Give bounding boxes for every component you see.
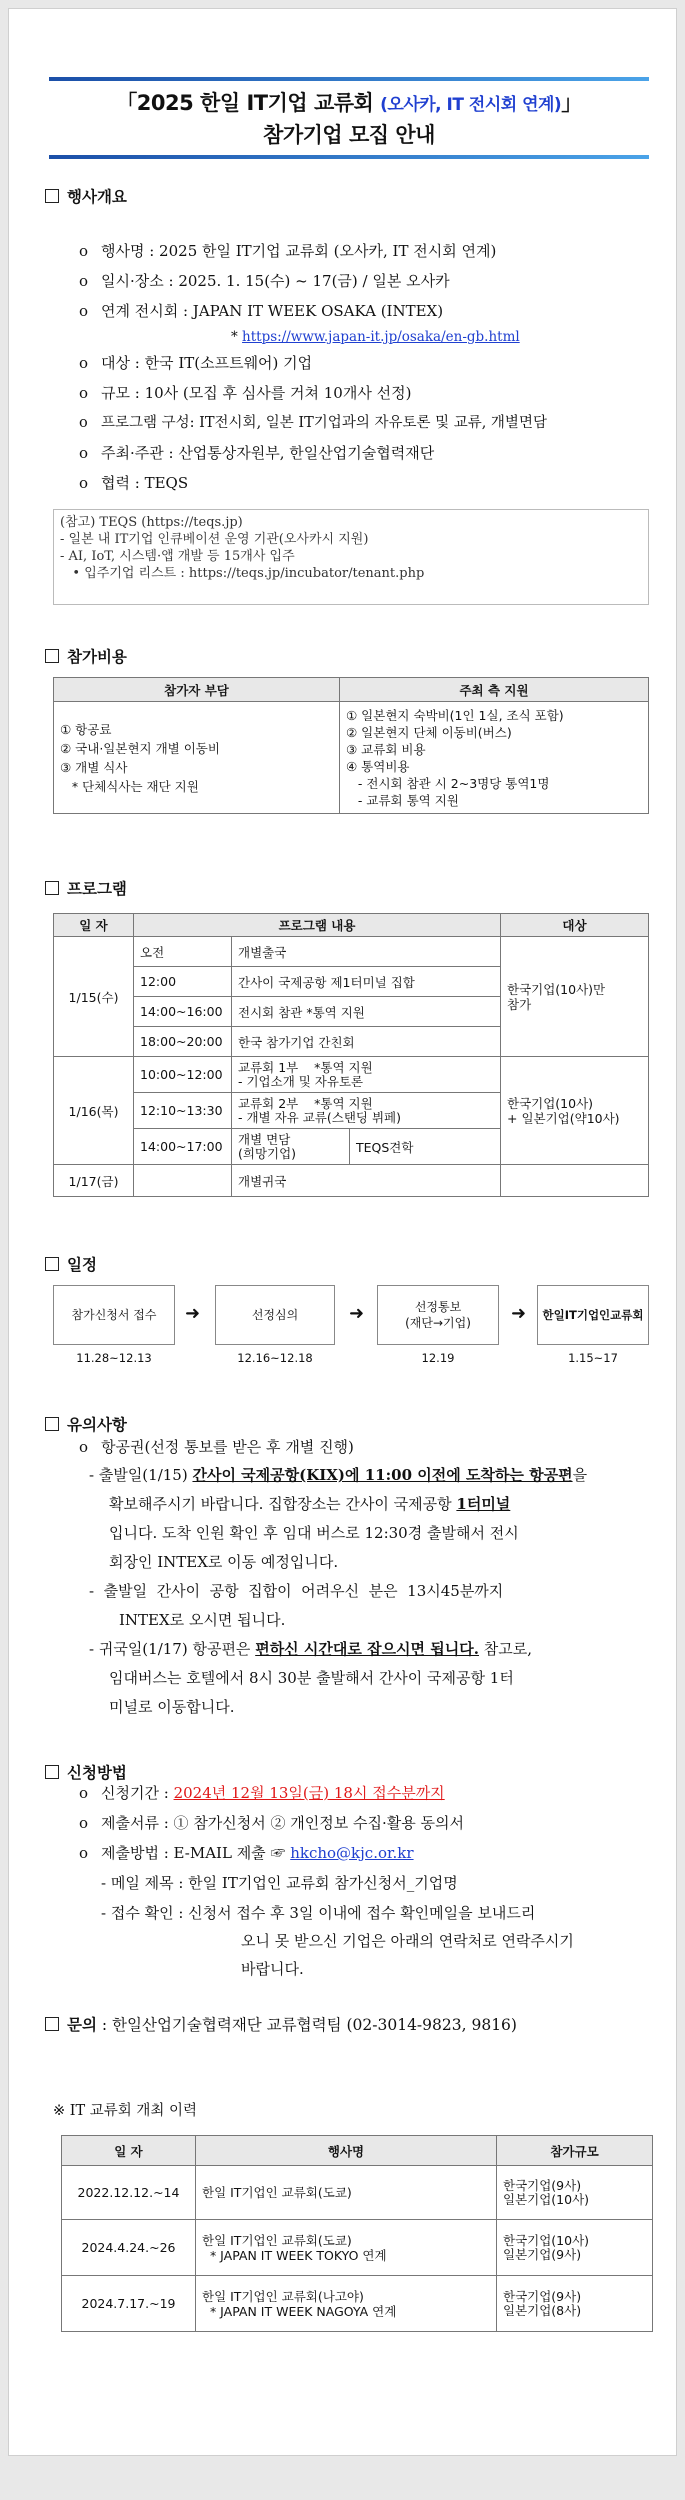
title-line1: 「2025 한일 IT기업 교류회 (오사카, IT 전시회 연계)」 <box>116 91 582 115</box>
teqs-note-box <box>53 509 649 605</box>
note-line: - AI, IoT, 시스템·앱 개발 등 15개사 입주 <box>60 549 295 564</box>
history-heading: ※ IT 교류회 개최 이력 <box>53 2103 198 2119</box>
arrow-right-icon: ➜ <box>511 1303 527 1324</box>
schedule-step: 참가신청서 접수 <box>53 1285 175 1345</box>
note-line: • 입주기업 리스트 : https://teqs.jp/incubator/tenant.php <box>60 566 425 581</box>
program-time: 12:00 <box>134 967 232 997</box>
notice-line: INTEX로 오시면 됩니다. <box>119 1611 286 1629</box>
schedule-date: 11.28~12.13 <box>76 1351 152 1365</box>
note-line: - 일본 내 IT기업 인큐베이션 운영 기관(오사카시 지원) <box>60 532 369 547</box>
document-page <box>8 8 677 2456</box>
apply-line: o 제출방법 : E-MAIL 제출 ☞ hkcho@kjc.or.kr <box>79 1844 414 1862</box>
program-item: 한국 참가기업 간친회 <box>232 1027 501 1057</box>
checkbox-square-icon <box>45 1417 59 1431</box>
expo-link-line: * https://www.japan-it.jp/osaka/en-gb.html <box>231 329 520 345</box>
history-col-date: 일 자 <box>62 2136 196 2166</box>
expo-link[interactable]: https://www.japan-it.jp/osaka/en-gb.html <box>242 329 520 345</box>
apply-line: o 신청기간 : 2024년 12월 13일(금) 18시 접수분까지 <box>79 1784 445 1802</box>
section-overview-heading: 행사개요 <box>45 185 127 207</box>
overview-item: o 대상 : 한국 IT(소프트웨어) 기업 <box>79 354 313 372</box>
program-item: 교류회 1부 *통역 지원 - 기업소개 및 자유토론 <box>232 1057 501 1093</box>
schedule-flow <box>53 1285 649 1365</box>
program-item: 개별 면담 (희망기업) <box>232 1129 350 1165</box>
notice-line: 임대버스는 호텔에서 8시 30분 출발해서 간사이 국제공항 1터 <box>109 1669 514 1687</box>
program-item: TEQS견학 <box>350 1129 501 1165</box>
apply-line: - 접수 확인 : 신청서 접수 후 3일 이내에 접수 확인메일을 보내드리 <box>101 1904 536 1922</box>
program-item: 간사이 국제공항 제1터미널 집합 <box>232 967 501 997</box>
overview-item: o 연계 전시회 : JAPAN IT WEEK OSAKA (INTEX) <box>79 302 444 320</box>
checkbox-square-icon <box>45 189 59 203</box>
email-link[interactable]: hkcho@kjc.or.kr <box>290 1844 414 1862</box>
schedule-step: 한일IT기업인교류회 <box>537 1285 649 1345</box>
history-col-name: 행사명 <box>196 2136 497 2166</box>
deadline-text: 2024년 12월 13일(금) 18시 접수분까지 <box>173 1784 445 1802</box>
program-table <box>53 913 649 1197</box>
program-time: 10:00~12:00 <box>134 1057 232 1093</box>
apply-line: 오니 못 받으신 기업은 아래의 연락처로 연락주시기 <box>241 1932 574 1950</box>
section-cost-heading: 참가비용 <box>45 645 127 667</box>
program-target <box>501 1165 649 1197</box>
section-apply-heading: 신청방법 <box>45 1761 127 1783</box>
schedule-step: 선정심의 <box>215 1285 335 1345</box>
cost-col-host: 주최 측 지원 <box>340 678 649 702</box>
overview-item: o 협력 : TEQS <box>79 474 189 492</box>
program-date: 1/15(수) <box>54 937 134 1057</box>
notice-line: o 항공권(선정 통보를 받은 후 개별 진행) <box>79 1438 354 1456</box>
notice-line: 회장인 INTEX로 이동 예정입니다. <box>109 1553 339 1571</box>
apply-line: 바랍니다. <box>241 1960 304 1978</box>
notice-line: - 귀국일(1/17) 항공편은 편하신 시간대로 잡으시면 됩니다. 참고로, <box>89 1640 532 1658</box>
title-block <box>49 77 649 159</box>
title-bar-bottom <box>49 155 649 159</box>
schedule-date: 12.19 <box>421 1351 455 1365</box>
checkbox-square-icon <box>45 649 59 663</box>
apply-line: o 제출서류 : ① 참가신청서 ② 개인정보 수집·활용 동의서 <box>79 1814 465 1832</box>
notice-line: 미널로 이동합니다. <box>109 1698 235 1716</box>
cost-table <box>53 677 649 814</box>
program-target: 한국기업(10사)만 참가 <box>501 937 649 1057</box>
program-time: 오전 <box>134 937 232 967</box>
cost-col-participant: 참가자 부담 <box>54 678 340 702</box>
overview-item: o 행사명 : 2025 한일 IT기업 교류회 (오사카, IT 전시회 연계) <box>79 242 497 260</box>
cost-participant-cell: ① 항공료 ② 국내·일본현지 개별 이동비 ③ 개별 식사 * 단체식사는 재단 지원 <box>54 702 340 814</box>
checkbox-square-icon <box>45 1257 59 1271</box>
program-date: 1/17(금) <box>54 1165 134 1197</box>
schedule-date: 1.15~17 <box>568 1351 618 1365</box>
title-bar-top <box>49 77 649 81</box>
table-row: 2022.12.12.~14 한일 IT기업인 교류회(도쿄) 한국기업(9사) 일본기업(10사) <box>62 2166 653 2220</box>
program-date: 1/16(목) <box>54 1057 134 1165</box>
program-item: 개별귀국 <box>232 1165 501 1197</box>
program-col-target: 대상 <box>501 914 649 937</box>
checkbox-square-icon <box>45 881 59 895</box>
overview-item: o 주최·주관 : 산업통상자원부, 한일산업기술협력재단 <box>79 444 435 462</box>
table-row: 2024.7.17.~19 한일 IT기업인 교류회(나고야) * JAPAN IT WEEK NAGOYA 연계 한국기업(9사) 일본기업(8사) <box>62 2276 653 2332</box>
program-target: 한국기업(10사) + 일본기업(약10사) <box>501 1057 649 1165</box>
arrow-right-icon: ➜ <box>185 1303 201 1324</box>
notice-line: - 출발일(1/15) 간사이 국제공항(KIX)에 11:00 이전에 도착하는 항공편을 <box>89 1466 588 1484</box>
overview-item: o 규모 : 10사 (모집 후 심사를 거쳐 10개사 선정) <box>79 384 412 402</box>
section-program-heading: 프로그램 <box>45 877 127 899</box>
apply-line: - 메일 제목 : 한일 IT기업인 교류회 참가신청서_기업명 <box>101 1874 458 1892</box>
history-col-scale: 참가규모 <box>497 2136 653 2166</box>
cost-host-cell: ① 일본현지 숙박비(1인 1실, 조식 포함) ② 일본현지 단체 이동비(버스) ③ 교류회 비용 ④ 통역비용 - 전시회 참관 시 2~3명당 통역1명 - 교류회 통역 지원 <box>340 702 649 814</box>
table-row: 2024.4.24.~26 한일 IT기업인 교류회(도쿄) * JAPAN IT WEEK TOKYO 연계 한국기업(10사) 일본기업(9사) <box>62 2220 653 2276</box>
program-item: 개별출국 <box>232 937 501 967</box>
program-item: 교류회 2부 *통역 지원 - 개별 자유 교류(스탠딩 뷔페) <box>232 1093 501 1129</box>
section-notice-heading: 유의사항 <box>45 1413 127 1435</box>
program-col-content: 프로그램 내용 <box>134 914 501 937</box>
checkbox-square-icon <box>45 2017 59 2031</box>
contact-line: 문의 : 한일산업기술협력재단 교류협력팀 (02-3014-9823, 9816) <box>45 2013 517 2035</box>
program-col-date: 일 자 <box>54 914 134 937</box>
program-time: 12:10~13:30 <box>134 1093 232 1129</box>
program-time: 14:00~17:00 <box>134 1129 232 1165</box>
program-item: 전시회 참관 *통역 지원 <box>232 997 501 1027</box>
program-time <box>134 1165 232 1197</box>
title-line2: 참가기업 모집 안내 <box>263 123 435 147</box>
program-time: 18:00~20:00 <box>134 1027 232 1057</box>
schedule-date: 12.16~12.18 <box>237 1351 313 1365</box>
notice-line: 입니다. 도착 인원 확인 후 임대 버스로 12:30경 출발해서 전시 <box>109 1524 519 1542</box>
note-line: (참고) TEQS (https://teqs.jp) <box>60 515 243 530</box>
notice-line: - 출발일 간사이 공항 집합이 어려우신 분은 13시45분까지 <box>89 1582 504 1600</box>
notice-line: 확보해주시기 바랍니다. 집합장소는 간사이 국제공항 1터미널 <box>109 1495 511 1513</box>
history-table <box>61 2135 653 2332</box>
arrow-right-icon: ➜ <box>349 1303 365 1324</box>
overview-item: o 프로그램 구성: IT전시회, 일본 IT기업과의 자유토론 및 교류, 개별면담 <box>79 415 547 431</box>
program-time: 14:00~16:00 <box>134 997 232 1027</box>
section-schedule-heading: 일정 <box>45 1253 97 1275</box>
overview-item: o 일시·장소 : 2025. 1. 15(수) ~ 17(금) / 일본 오사카 <box>79 272 450 290</box>
checkbox-square-icon <box>45 1765 59 1779</box>
schedule-step: 선정통보 (재단→기업) <box>377 1285 499 1345</box>
